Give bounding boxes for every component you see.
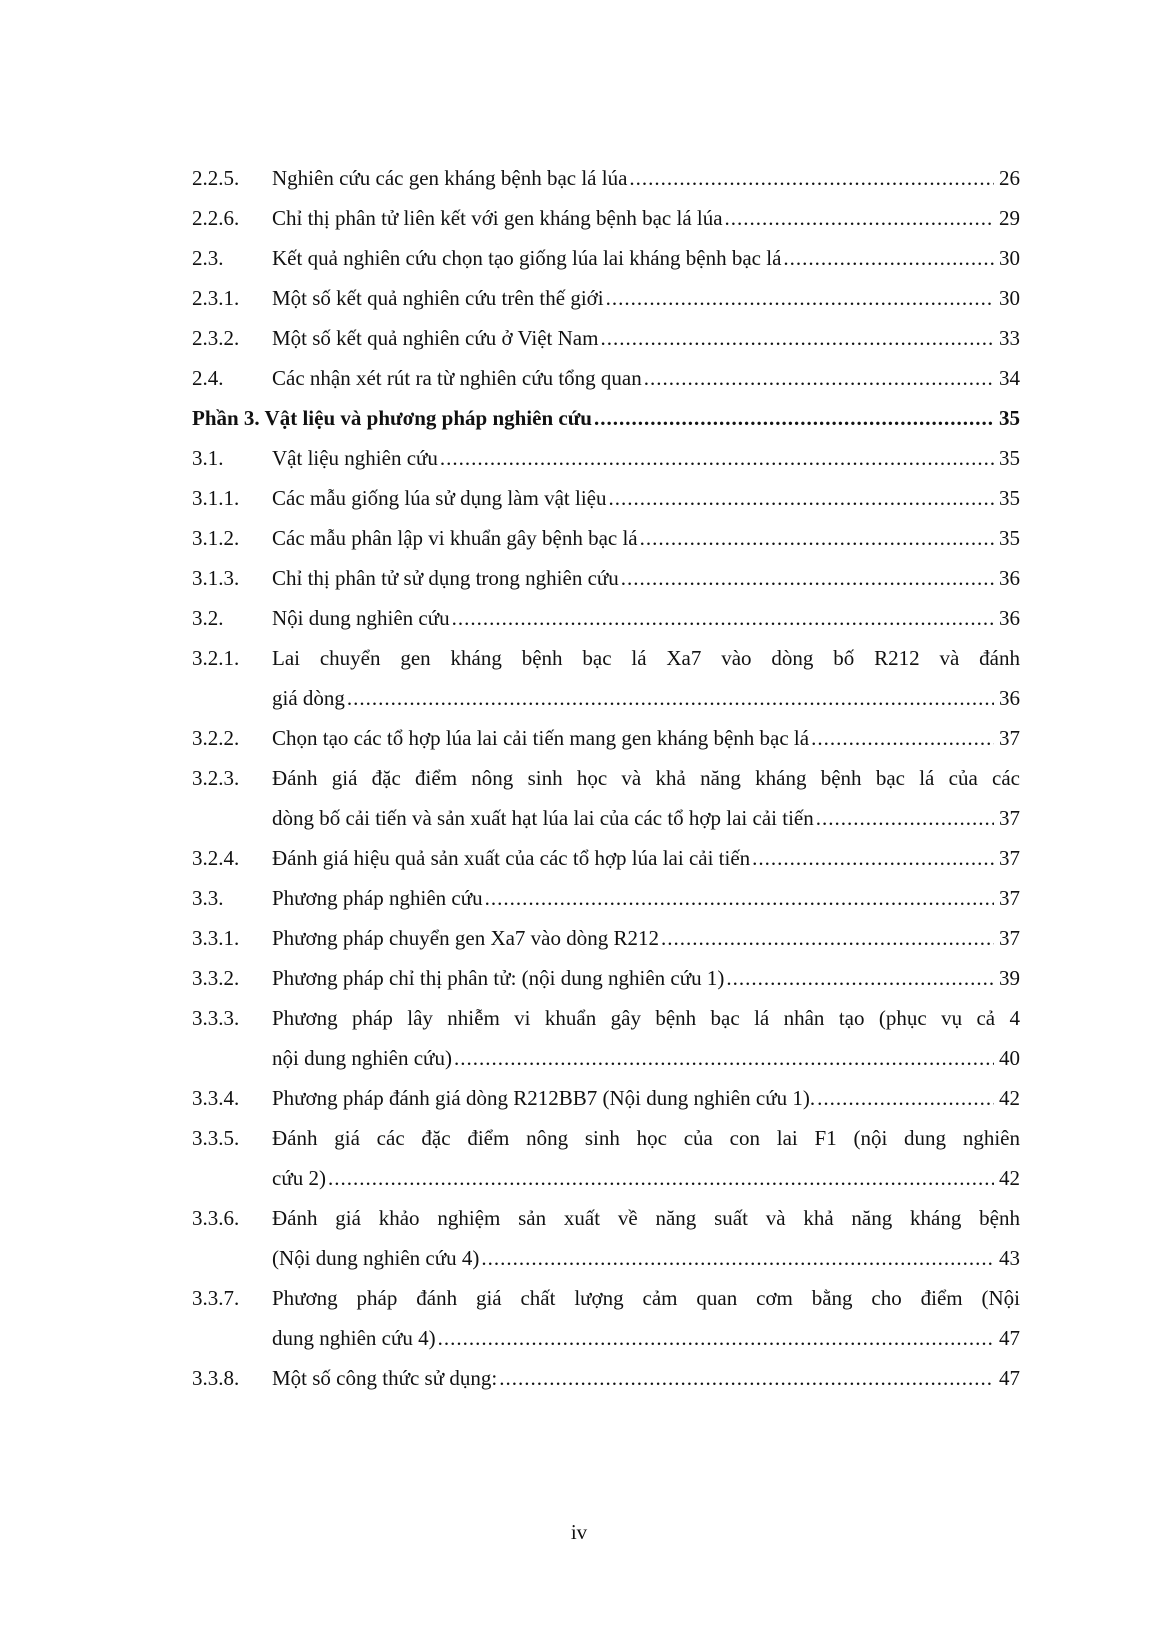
toc-number: 3.3.8. xyxy=(192,1366,240,1390)
toc-page-number: 37 xyxy=(999,886,1020,910)
toc-entry-3-2-2[interactable] xyxy=(192,718,1020,758)
toc-number: 3.1.3. xyxy=(192,566,240,590)
toc-entry-2-3-1[interactable] xyxy=(192,278,1020,318)
toc-entry-3-3-6[interactable] xyxy=(192,1198,1020,1278)
toc-title: Phương pháp đánh giá dòng R212BB7 (Nội dung nghiên cứu 1). xyxy=(272,1086,816,1110)
toc-page-number: 42 xyxy=(999,1086,1020,1110)
toc-page-number: 26 xyxy=(999,166,1020,190)
toc-page-number: 42 xyxy=(999,1166,1020,1190)
dot-leader xyxy=(347,678,994,718)
dot-leader xyxy=(454,1038,994,1078)
toc-title-line-1: Phương pháp lây nhiễm vi khuẩn gây bệnh bạc lá nhân tạo (phục vụ cả 4 xyxy=(272,1006,1020,1030)
toc-number: 3.2. xyxy=(192,606,224,630)
toc-entry-3-3-2[interactable] xyxy=(192,958,1020,998)
toc-entry-2-4[interactable] xyxy=(192,358,1020,398)
toc-entry-2-2-6[interactable] xyxy=(192,198,1020,238)
toc-entry-3-1-3[interactable] xyxy=(192,558,1020,598)
dot-leader xyxy=(600,318,994,358)
toc-number: 3.3. xyxy=(192,886,224,910)
toc-title: Nghiên cứu các gen kháng bệnh bạc lá lúa xyxy=(272,166,628,190)
toc-title-line-2: (Nội dung nghiên cứu 4) xyxy=(272,1246,480,1270)
toc-number: 3.1.1. xyxy=(192,486,240,510)
dot-leader xyxy=(328,1158,994,1198)
toc-page-number: 43 xyxy=(999,1246,1020,1270)
toc-page-number: 37 xyxy=(999,806,1020,830)
toc-title: Một số công thức sử dụng: xyxy=(272,1366,498,1390)
toc-number: 2.2.6. xyxy=(192,206,240,230)
toc-title: Một số kết quả nghiên cứu trên thế giới xyxy=(272,286,604,310)
dot-leader xyxy=(725,198,994,238)
toc-page-number: 47 xyxy=(999,1366,1020,1390)
toc-page-number: 33 xyxy=(999,326,1020,350)
toc-entry-2-3-2[interactable] xyxy=(192,318,1020,358)
toc-number: 2.3.2. xyxy=(192,326,240,350)
dot-leader xyxy=(811,718,994,758)
toc-number: 2.3.1. xyxy=(192,286,240,310)
dot-leader xyxy=(644,358,994,398)
dot-leader xyxy=(606,278,994,318)
toc-title-line-1: Phương pháp đánh giá chất lượng cảm quan cơm bằng cho điểm (Nội xyxy=(272,1286,1020,1310)
toc-number: 3.3.7. xyxy=(192,1286,240,1310)
toc-title-line-2: dung nghiên cứu 4) xyxy=(272,1326,436,1350)
toc-title: Chọn tạo các tổ hợp lúa lai cải tiến mang gen kháng bệnh bạc lá xyxy=(272,726,810,750)
toc-page-number: 35 xyxy=(999,446,1020,470)
dot-leader xyxy=(783,238,994,278)
dot-leader xyxy=(621,558,994,598)
dot-leader xyxy=(438,1318,994,1358)
toc-page-number: 35 xyxy=(999,486,1020,510)
dot-leader xyxy=(661,918,994,958)
toc-chapter-3[interactable] xyxy=(192,398,1020,438)
dot-leader xyxy=(608,478,994,518)
toc-entry-3-3-7[interactable] xyxy=(192,1278,1020,1358)
toc-number: 3.2.2. xyxy=(192,726,240,750)
toc-entry-3-2-3[interactable] xyxy=(192,758,1020,838)
toc-entry-3-3-5[interactable] xyxy=(192,1118,1020,1198)
toc-number: 2.2.5. xyxy=(192,166,240,190)
dot-leader xyxy=(440,438,994,478)
dot-leader xyxy=(817,1078,994,1118)
dot-leader xyxy=(452,598,994,638)
toc-number: 3.3.3. xyxy=(192,1006,240,1030)
toc-entry-3-1[interactable] xyxy=(192,438,1020,478)
toc-title: Các mẫu phân lập vi khuẩn gây bệnh bạc lá xyxy=(272,526,638,550)
toc-title: Các nhận xét rút ra từ nghiên cứu tổng quan xyxy=(272,366,642,390)
chapter-title: Phần 3. Vật liệu và phương pháp nghiên cứu xyxy=(192,406,592,430)
toc-title-line-1: Lai chuyển gen kháng bệnh bạc lá Xa7 vào dòng bố R212 và đánh xyxy=(272,646,1020,670)
toc-title: Nội dung nghiên cứu xyxy=(272,606,450,630)
toc-page-number: 36 xyxy=(999,606,1020,630)
toc-entry-3-2-1[interactable] xyxy=(192,638,1020,718)
toc-title-line-2: cứu 2) xyxy=(272,1166,326,1190)
toc-title-line-2: dòng bố cải tiến và sản xuất hạt lúa lai của các tổ hợp lai cải tiến xyxy=(272,806,814,830)
dot-leader xyxy=(726,958,994,998)
toc-number: 3.3.2. xyxy=(192,966,240,990)
toc-title: Phương pháp chỉ thị phân tử: (nội dung nghiên cứu 1) xyxy=(272,966,725,990)
toc-number: 3.3.5. xyxy=(192,1126,240,1150)
toc-page-number: 35 xyxy=(999,406,1020,430)
toc-page-number: 30 xyxy=(999,246,1020,270)
dot-leader xyxy=(481,1238,994,1278)
toc-title: Vật liệu nghiên cứu xyxy=(272,446,438,470)
toc-page-number: 36 xyxy=(999,566,1020,590)
toc-entry-3-2-4[interactable] xyxy=(192,838,1020,878)
dot-leader xyxy=(640,518,994,558)
dot-leader xyxy=(499,1358,994,1398)
toc-title-line-1: Đánh giá khảo nghiệm sản xuất về năng suất và khả năng kháng bệnh xyxy=(272,1206,1020,1230)
toc-number: 3.1. xyxy=(192,446,224,470)
toc-entry-2-2-5[interactable] xyxy=(192,158,1020,198)
toc-page-number: 35 xyxy=(999,526,1020,550)
toc-entry-3-3-8[interactable] xyxy=(192,1358,1020,1398)
toc-title: Phương pháp nghiên cứu xyxy=(272,886,483,910)
toc-entry-3-3[interactable] xyxy=(192,878,1020,918)
toc-number: 3.3.1. xyxy=(192,926,240,950)
toc-page-number: 37 xyxy=(999,846,1020,870)
toc-title-line-1: Đánh giá đặc điểm nông sinh học và khả năng kháng bệnh bạc lá của các xyxy=(272,766,1020,790)
toc-number: 3.2.1. xyxy=(192,646,240,670)
toc-title-line-1: Đánh giá các đặc điểm nông sinh học của con lai F1 (nội dung nghiên xyxy=(272,1126,1020,1150)
table-of-contents xyxy=(192,158,1020,1398)
dot-leader xyxy=(629,158,994,198)
dot-leader xyxy=(816,798,994,838)
toc-title-line-2: nội dung nghiên cứu) xyxy=(272,1046,452,1070)
toc-entry-3-3-1[interactable] xyxy=(192,918,1020,958)
toc-number: 3.2.3. xyxy=(192,766,240,790)
toc-number: 3.3.6. xyxy=(192,1206,240,1230)
toc-title-line-2: giá dòng xyxy=(272,686,345,710)
toc-entry-3-3-3[interactable] xyxy=(192,998,1020,1078)
toc-entry-3-3-4[interactable] xyxy=(192,1078,1020,1118)
toc-page-number: 30 xyxy=(999,286,1020,310)
toc-number: 3.1.2. xyxy=(192,526,240,550)
toc-number: 2.4. xyxy=(192,366,224,390)
toc-title: Các mẫu giống lúa sử dụng làm vật liệu xyxy=(272,486,607,510)
page-footer-number: iv xyxy=(570,1520,588,1544)
toc-number: 3.3.4. xyxy=(192,1086,240,1110)
toc-title: Phương pháp chuyển gen Xa7 vào dòng R212 xyxy=(272,926,660,950)
toc-entry-3-1-1[interactable] xyxy=(192,478,1020,518)
dot-leader xyxy=(594,398,994,438)
toc-page-number: 34 xyxy=(999,366,1020,390)
toc-title: Đánh giá hiệu quả sản xuất của các tổ hợp lúa lai cải tiến xyxy=(272,846,751,870)
toc-page-number: 39 xyxy=(999,966,1020,990)
toc-page-number: 37 xyxy=(999,726,1020,750)
toc-page-number: 29 xyxy=(999,206,1020,230)
toc-entry-2-3[interactable] xyxy=(192,238,1020,278)
toc-title: Một số kết quả nghiên cứu ở Việt Nam xyxy=(272,326,599,350)
toc-title: Chỉ thị phân tử sử dụng trong nghiên cứu xyxy=(272,566,619,590)
dot-leader xyxy=(752,838,994,878)
dot-leader xyxy=(485,878,994,918)
toc-title: Chỉ thị phân tử liên kết với gen kháng bệnh bạc lá lúa xyxy=(272,206,723,230)
toc-entry-3-1-2[interactable] xyxy=(192,518,1020,558)
toc-title: Kết quả nghiên cứu chọn tạo giống lúa lai kháng bệnh bạc lá xyxy=(272,246,782,270)
toc-page-number: 36 xyxy=(999,686,1020,710)
toc-page-number: 40 xyxy=(999,1046,1020,1070)
toc-number: 2.3. xyxy=(192,246,224,270)
toc-page-number: 37 xyxy=(999,926,1020,950)
toc-entry-3-2[interactable] xyxy=(192,598,1020,638)
toc-number: 3.2.4. xyxy=(192,846,240,870)
toc-page-number: 47 xyxy=(999,1326,1020,1350)
